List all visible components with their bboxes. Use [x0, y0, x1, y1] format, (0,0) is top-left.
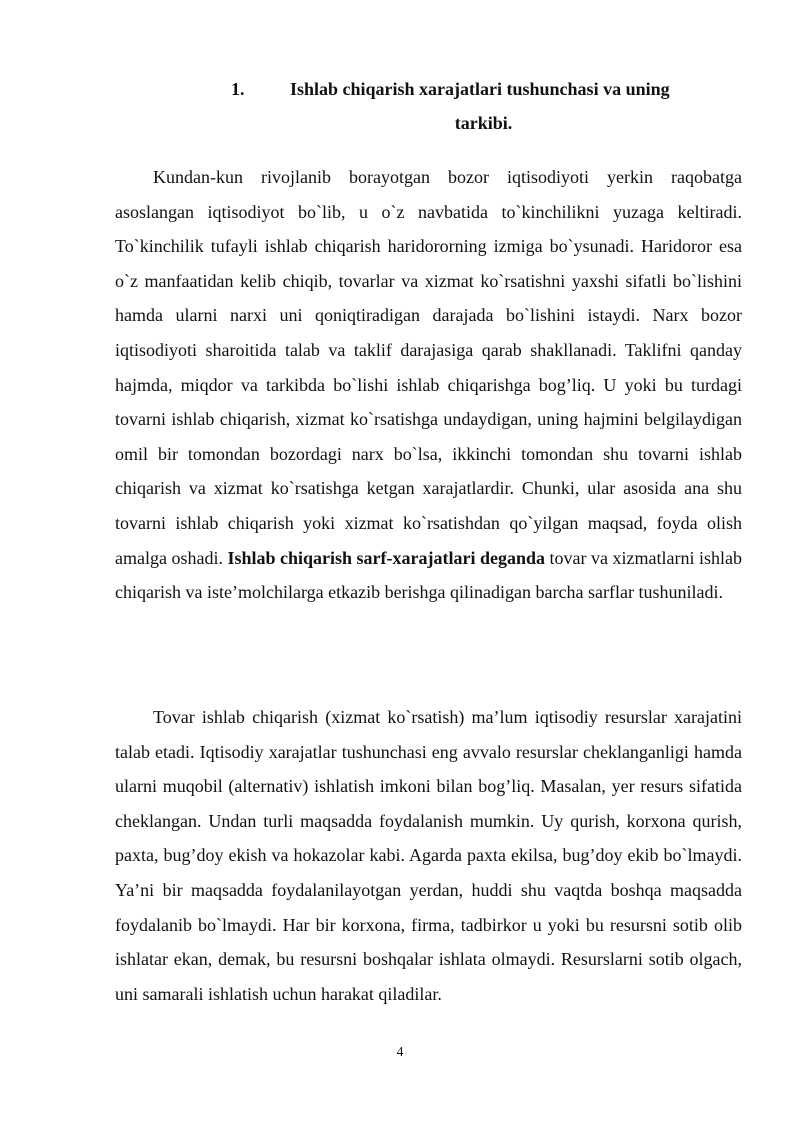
section-title-line-2: tarkibi.: [454, 113, 513, 133]
section-number: 1.: [231, 79, 245, 99]
paragraph-1-text-b: tovar va xizmatlarni ishlab chiqarish va iste’molchilarga etkazib berishga qilinadigan barcha sarflar tushuniladi.: [115, 547, 742, 603]
paragraph-2: Tovar ishlab chiqarish (xizmat ko`rsatish) ma’lum iqtisodiy resurslar xarajatini talab etadi. Iqtisodiy xarajatlar tushunchasi eng avvalo resurslar cheklanganligi hamda ularni muqobil (alternativ) ishlatish imkoni bilan bog’liq. Masalan, yer resurs sifatida cheklangan. Undan turli maqsadda foydalanish mumkin. Uy qurish, korxona qurish, paxta, bug’doy ekish va hokazolar kabi. Agarda paxta ekilsa, bug’doy ekib bo`lmaydi. Ya’ni bir maqsadda foydalanilayotgan yerdan, huddi shu vaqtda boshqa maqsadda foydalanib bo`lmaydi. Har bir korxona, firma, tadbirkor u yoki bu resursni sotib olib ishlatar ekan, demak, bu resursni boshqalar ishlata olmaydi. Resurslarni sotib olgach, uni samarali ishlatish uchun harakat qiladilar.: [115, 707, 742, 1004]
paragraph-1: [115, 160, 742, 610]
page-number: 4: [396, 1045, 404, 1060]
paragraph-1-text-a: Kundan-kun rivojlanib borayotgan bozor iqtisodiyoti yerkin raqobatga asoslangan iqtisodiyot bo`lib, u o`z navbatida to`kinchilikni yuzaga keltiradi. To`kinchilik tufayli ishlab chiqarish haridororning izmiga bo`ysunadi. Haridoror esa o`z manfaatidan kelib chiqib, tovarlar va xizmat ko`rsatishni yaxshi sifatli bo`lishini hamda ularni narxi uni qoniqtiradigan darajada bo`lishini istaydi. Narx bozor iqtisodiyoti sharoitida talab va taklif darajasiga qarab shakllanadi. Taklifni qanday hajmda, miqdor va tarkibda bo`lishi ishlab chiqarishga bog’liq. U yoki bu turdagi tovarni ishlab chiqarish, xizmat ko`rsatishga undaydigan, uning hajmini belgilaydigan omil bir tomondan bozordagi narx bo`lsa, ikkinchi tomondan shu tovarni ishlab chiqarish va xizmat ko`rsatishga ketgan xarajatlardir. Chunki, ular asosida ana shu tovarni ishlab chiqarish yoki xizmat ko`rsatishdan qo`yilgan maqsad, foyda olish amalga oshadi.: [115, 167, 742, 568]
section-title-line-1: Ishlab chiqarish xarajatlari tushunchasi va uning: [290, 79, 670, 99]
section-heading: [115, 72, 742, 140]
paragraph-1-bold-term: Ishlab chiqarish sarf-xarajatlari deganda: [227, 547, 546, 568]
